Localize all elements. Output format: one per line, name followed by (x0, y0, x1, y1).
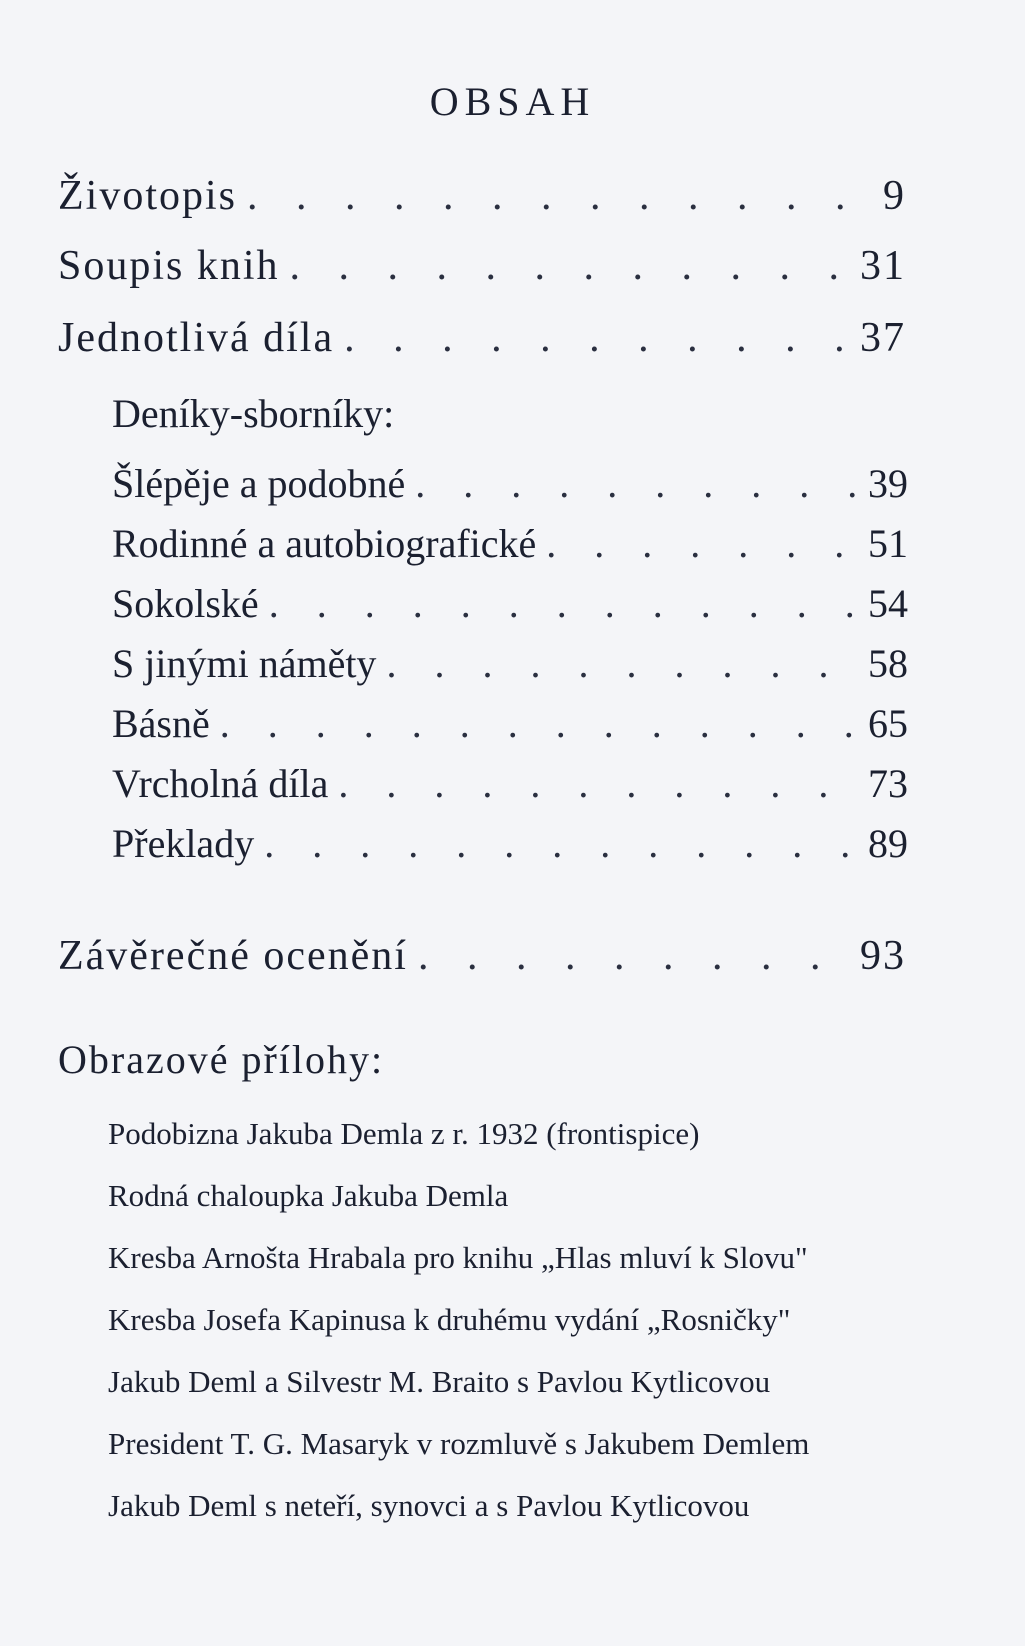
leader-dots (344, 314, 850, 362)
illustration-item: Kresba Arnošta Hrabala pro knihu „Hlas mluví k Slovu" (108, 1240, 808, 1275)
toc-entry-label: Jednotlivá díla (58, 315, 335, 361)
toc-entry-page: 93 (860, 933, 906, 979)
toc-subentry (112, 700, 908, 747)
toc-entry-label: S jinými náměty (112, 641, 377, 686)
toc-entry-page: 39 (868, 461, 908, 506)
leader-dots (338, 760, 858, 807)
toc-entry-zaverecne-oceneni (58, 932, 906, 980)
toc-subentry (112, 460, 908, 507)
illustration-item: President T. G. Masaryk v rozmluvě s Jakubem Demlem (108, 1426, 810, 1461)
toc-entry-page: 73 (868, 761, 908, 806)
toc-entry-soupis-knih (58, 242, 906, 290)
page-title: OBSAH (429, 79, 596, 124)
toc-entry-label: Soupis knih (58, 243, 280, 289)
leader-dots (269, 580, 858, 627)
toc-entry-page: 65 (868, 701, 908, 746)
leader-dots (247, 172, 873, 220)
leader-dots (220, 700, 858, 747)
toc-entry-page: 51 (868, 521, 908, 566)
toc-entry-page: 9 (883, 173, 906, 219)
toc-entry-label: Básně (112, 701, 210, 746)
illustration-item: Jakub Deml s neteří, synovci a s Pavlou Kytlicovou (108, 1488, 750, 1523)
toc-entry-label: Vrcholná díla (112, 761, 329, 806)
toc-entry-page: 58 (868, 641, 908, 686)
toc-entry-page: 89 (868, 821, 908, 866)
leader-dots (418, 932, 850, 980)
illustration-item: Podobizna Jakuba Demla z r. 1932 (frontispice) (108, 1116, 700, 1151)
leader-dots (290, 242, 850, 290)
toc-entry-label: Sokolské (112, 581, 259, 626)
toc-subentry (112, 760, 908, 807)
leader-dots (386, 640, 858, 687)
toc-entry-label: Šlépěje a podobné (112, 461, 406, 506)
subsection-heading: Deníky-sborníky: (112, 391, 395, 436)
toc-entry-label: Životopis (58, 173, 238, 219)
toc-entry-label: Rodinné a autobiografické (112, 521, 537, 566)
leader-dots (264, 820, 858, 867)
toc-subentry (112, 820, 908, 867)
toc-subentry (112, 580, 908, 627)
toc-entry-page: 37 (860, 315, 906, 361)
leader-dots (415, 460, 858, 507)
toc-subentry (112, 640, 908, 687)
toc-entry-page: 31 (860, 243, 906, 289)
toc-entry-jednotliva-dila (58, 314, 906, 362)
illustration-item: Kresba Josefa Kapinusa k druhému vydání „Rosničky" (108, 1302, 791, 1337)
illustration-item: Jakub Deml a Silvestr M. Braito s Pavlou Kytlicovou (108, 1364, 771, 1399)
toc-entry-label: Závěrečné ocenění (58, 933, 408, 979)
illustrations-heading: Obrazové přílohy: (58, 1037, 385, 1082)
toc-entry-label: Překlady (112, 821, 255, 866)
toc-entry-zivotopis (58, 172, 906, 220)
toc-entry-page: 54 (868, 581, 908, 626)
leader-dots (546, 520, 858, 567)
illustration-item: Rodná chaloupka Jakuba Demla (108, 1178, 509, 1213)
toc-subentry (112, 520, 908, 567)
